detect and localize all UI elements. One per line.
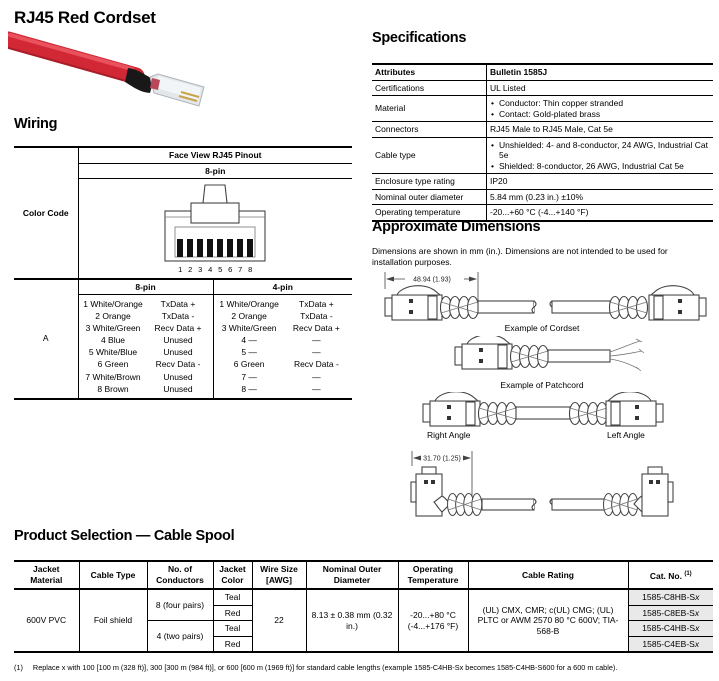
col-header-cable-type: Cable Type: [79, 561, 147, 589]
col-header-wire-size: Wire Size [AWG]: [252, 561, 306, 589]
spec-attr: Certifications: [372, 80, 487, 96]
cordset-caption: Example of Cordset: [504, 323, 580, 333]
spec-attr: Enclosure type rating: [372, 174, 487, 190]
sub-header-4pin: 4-pin: [213, 279, 352, 295]
jacket-color-cell: Teal: [213, 589, 252, 605]
footnote-ref: (1): [14, 663, 23, 672]
spec-value: 5.84 mm (0.23 in.) ±10%: [487, 189, 714, 205]
jacket-material-cell: 600V PVC: [14, 589, 79, 652]
wire-size-cell: 22: [252, 589, 306, 652]
cat-no-cell: 1585-C8HB-Sx: [628, 589, 713, 605]
dimensions-note: Dimensions are shown in mm (in.). Dimensions are not intended to be used for installation purposes.: [372, 246, 668, 267]
spec-value: IP20: [487, 174, 714, 190]
face-view-header: Face View RJ45 Pinout: [78, 147, 352, 163]
short-cordset-figure: [420, 392, 666, 432]
conductors-4-cell: 4 (two pairs): [147, 621, 213, 653]
red-cordset-photo: [8, 30, 223, 110]
specifications-heading: Specifications: [372, 30, 467, 46]
left-angle-label: Left Angle: [607, 430, 645, 440]
pinout-8pin-cell: 1 White/Orange TxData + 2 Orange TxData - 3 White/Green Recv Data + 4 Blue Unused 5 White/Blue Unused 6 Green Recv Data - 7 White/Brown Unused 8 Brown Unused: [78, 295, 213, 399]
cat-no-cell: 1585-C4EB-Sx: [628, 636, 713, 652]
angled-cordset-dimension-figure: [372, 446, 712, 524]
cable-rating-cell: (UL) CMX, CMR; c(UL) CMG; (UL) PLTC or AWM 2570 80 °C 600V; TIA-568-B: [468, 589, 628, 652]
spec-header-value: Bulletin 1585J: [487, 64, 714, 80]
cordset-dim-label: 48.94 (1.93): [413, 276, 451, 284]
col-header-nominal-outer-diameter: Nominal Outer Diameter: [306, 561, 398, 589]
nominal-outer-diameter-cell: 8.13 ± 0.38 mm (0.32 in.): [306, 589, 398, 652]
col-header-no-of-conductors: No. of Conductors: [147, 561, 213, 589]
spec-attr: Material: [372, 96, 487, 122]
cat-no-cell: 1585-C4HB-Sx: [628, 621, 713, 637]
col-header-cable-rating: Cable Rating: [468, 561, 628, 589]
spec-value: RJ45 Male to RJ45 Male, Cat 5e: [487, 122, 714, 138]
jacket-color-cell: Teal: [213, 621, 252, 637]
conductors-8-cell: 8 (four pairs): [147, 589, 213, 621]
col-header-jacket-color: Jacket Color: [213, 561, 252, 589]
wiring-table: [14, 146, 352, 400]
spec-value: UL Listed: [487, 80, 714, 96]
col-header-jacket-material: Jacket Material: [14, 561, 79, 589]
product-selection-table: [14, 560, 713, 653]
cat-no-cell: 1585-C8EB-Sx: [628, 605, 713, 621]
sub-header-8pin: 8-pin: [78, 279, 213, 295]
specifications-table: [372, 63, 713, 222]
footnote: [14, 663, 714, 672]
pinout-4pin-cell: 1 White/Orange TxData + 2 Orange TxData - 3 White/Green Recv Data + 4 — — 5 — — 6 Green Recv Data - 7 — — 8 — —: [213, 295, 352, 399]
jacket-color-cell: Red: [213, 636, 252, 652]
operating-temperature-cell: -20...+80 °C (-4...+176 °F): [398, 589, 468, 652]
right-angle-label: Right Angle: [427, 430, 471, 440]
patchcord-caption: Example of Patchcord: [500, 380, 584, 390]
footnote-text: Replace x with 100 [100 m (328 ft)], 300 [300 m (984 ft)], or 600 [600 m (1969 ft)] for standard cable lengths (example 1585-C4HB-Sx becomes 1585-C4HB-S600 for a 600 m cable).: [32, 663, 618, 672]
col-header-operating-temperature: Operating Temperature: [398, 561, 468, 589]
spec-header-attribute: Attributes: [372, 64, 487, 80]
color-code-cell: Color Code: [14, 147, 78, 279]
spec-value: • Unshielded: 4- and 8-conductor, 24 AWG, Industrial Cat 5e • Shielded: 8-conductor, 26 AWG, Industrial Cat 5e: [487, 137, 714, 174]
spec-value: -20...+60 °C (-4...+140 °F): [490, 207, 589, 217]
spec-attr: Nominal outer diameter: [372, 189, 487, 205]
spec-attr: Connectors: [372, 122, 487, 138]
wiring-heading: Wiring: [14, 116, 58, 132]
product-selection-heading: Product Selection — Cable Spool: [14, 528, 235, 544]
cordset-dimension-figure: [374, 269, 714, 321]
jacket-color-cell: Red: [213, 605, 252, 621]
spec-attr: Operating temperature: [372, 205, 487, 221]
spec-value: • Conductor: Thin copper stranded • Contact: Gold-plated brass: [487, 96, 714, 122]
color-code-row-label: A: [14, 279, 78, 399]
rj45-face-cell: [78, 179, 352, 279]
col-header-cat-no: Cat. No. $^{(1)}$: [628, 561, 713, 589]
rj45-face-diagram: [163, 183, 267, 265]
pin-numbers: 1 2 3 4 5 6 7 8: [178, 265, 253, 274]
eight-pin-header: 8-pin: [78, 163, 352, 179]
page-title: RJ45 Red Cordset: [14, 8, 156, 27]
patchcord-figure: [450, 336, 645, 380]
angled-dim-label: 31.70 (1.25): [423, 455, 461, 463]
spec-attr: Cable type: [372, 137, 487, 174]
dimensions-heading: Approximate Dimensions: [372, 219, 541, 235]
cable-type-cell: Foil shield: [79, 589, 147, 652]
footnote-ref: (1): [684, 570, 692, 577]
